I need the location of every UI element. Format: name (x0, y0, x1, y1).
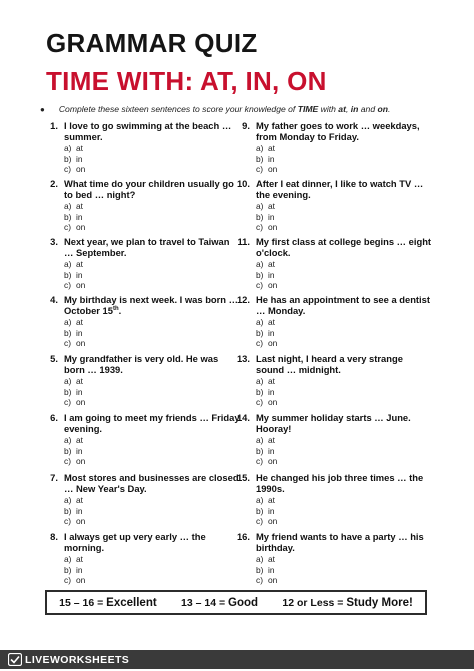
question-stem (232, 473, 432, 494)
option-letter: c) (256, 338, 263, 349)
question-number: 15. (236, 472, 250, 483)
option-letter: c) (256, 575, 263, 586)
option-letter: b) (256, 327, 264, 338)
answer-options (64, 143, 240, 175)
option-word: at (268, 435, 275, 445)
option-in[interactable] (256, 506, 432, 517)
option-in[interactable] (64, 212, 240, 223)
option-word: at (76, 317, 83, 327)
question-text: Next year, we plan to travel to Taiwan … September. (64, 236, 230, 258)
option-letter: c) (256, 280, 263, 291)
question-number: 2. (50, 178, 58, 189)
option-at[interactable] (64, 143, 240, 154)
option-letter: a) (64, 554, 72, 564)
option-on[interactable] (64, 164, 240, 175)
option-letter: b) (256, 564, 264, 575)
option-word: on (268, 397, 278, 408)
option-letter: a) (64, 201, 72, 211)
option-word: in (268, 505, 275, 516)
option-on[interactable] (256, 575, 432, 586)
option-in[interactable] (64, 446, 240, 457)
option-letter: c) (256, 516, 263, 527)
option-word: in (268, 327, 275, 338)
option-word: at (76, 259, 83, 269)
quiz-title: GRAMMAR QUIZ (46, 28, 258, 58)
instructions-part3: and (358, 104, 378, 114)
option-letter: b) (64, 445, 72, 456)
option-word: on (268, 164, 278, 175)
option-at[interactable] (64, 495, 240, 506)
option-in[interactable] (64, 506, 240, 517)
score-range-3: 12 or Less = (282, 596, 347, 609)
option-on[interactable] (64, 516, 240, 527)
option-on[interactable] (256, 338, 432, 349)
bullet-icon: ● (40, 105, 45, 114)
answer-options (64, 376, 240, 408)
question-stem (40, 295, 240, 316)
question-stem (40, 179, 240, 200)
question-stem (232, 413, 432, 434)
question-4 (40, 295, 240, 349)
option-in[interactable] (256, 328, 432, 339)
option-word: on (76, 575, 86, 586)
option-letter: a) (256, 143, 264, 153)
option-letter: a) (64, 317, 72, 327)
question-text: My father goes to work … weekdays, from Monday to Friday. (256, 120, 420, 142)
score-range-1: 15 – 16 = (59, 596, 107, 609)
question-text: Most stores and businesses are closed … New Year's Day. (64, 472, 239, 494)
option-word: in (76, 445, 83, 456)
answer-options (64, 259, 240, 291)
option-word: on (76, 222, 86, 233)
question-text: After I eat dinner, I like to watch TV … the evening. (256, 178, 424, 200)
question-text: He has an appointment to see a dentist … Monday. (256, 294, 430, 316)
question-number: 3. (50, 236, 58, 247)
option-at[interactable] (64, 259, 240, 270)
question-text: I love to go swimming at the beach … summer. (64, 120, 232, 142)
question-stem (232, 532, 432, 553)
question-stem (232, 237, 432, 258)
option-word: at (268, 376, 275, 386)
option-word: in (76, 153, 83, 164)
option-in[interactable] (256, 212, 432, 223)
option-in[interactable] (64, 387, 240, 398)
option-word: on (268, 280, 278, 291)
option-letter: c) (256, 456, 263, 467)
answer-options (256, 201, 432, 233)
question-stem (232, 179, 432, 200)
option-letter: c) (64, 456, 71, 467)
option-letter: c) (256, 164, 263, 175)
answer-options (256, 259, 432, 291)
question-text: My grandfather is very old. He was born … 1939. (64, 353, 219, 375)
question-number: 7. (50, 472, 58, 483)
liveworksheets-logo-icon (8, 653, 22, 666)
option-word: on (268, 456, 278, 467)
option-letter: b) (64, 564, 72, 575)
option-in[interactable] (64, 154, 240, 165)
question-7 (40, 473, 240, 527)
option-letter: b) (64, 327, 72, 338)
option-in[interactable] (256, 565, 432, 576)
question-stem (232, 121, 432, 142)
question-number: 1. (50, 120, 58, 131)
option-word: at (268, 554, 275, 564)
question-text: I am going to meet my friends … Friday evening. (64, 412, 240, 434)
option-in[interactable] (64, 328, 240, 339)
option-at[interactable] (64, 317, 240, 328)
option-letter: b) (256, 445, 264, 456)
option-word: on (76, 516, 86, 527)
option-letter: b) (256, 505, 264, 516)
option-letter: b) (256, 211, 264, 222)
option-at[interactable] (256, 495, 432, 506)
option-word: at (268, 259, 275, 269)
option-word: in (268, 386, 275, 397)
ordinal-suffix: th (112, 305, 119, 312)
option-word: in (76, 505, 83, 516)
option-word: at (268, 495, 275, 505)
question-number: 14. (236, 412, 250, 423)
footer-brand: LIVEWORKSHEETS (25, 653, 130, 666)
question-text-end: . (118, 304, 122, 316)
answer-options (64, 317, 240, 349)
option-word: in (76, 211, 83, 222)
option-letter: b) (64, 153, 72, 164)
question-text: What time do your children usually go to bed … night? (64, 178, 234, 200)
question-stem (40, 413, 240, 434)
option-on[interactable] (64, 397, 240, 408)
option-word: at (76, 376, 83, 386)
option-on[interactable] (64, 338, 240, 349)
answer-options (64, 495, 240, 527)
question-14 (232, 413, 432, 467)
answer-options (256, 317, 432, 349)
question-16 (232, 532, 432, 586)
score-legend (45, 590, 427, 615)
question-stem (40, 237, 240, 258)
option-on[interactable] (256, 516, 432, 527)
option-word: on (76, 456, 86, 467)
option-on[interactable] (64, 280, 240, 291)
answer-options (64, 435, 240, 467)
quiz-subtitle: TIME WITH: AT, IN, ON (46, 66, 327, 96)
option-word: at (76, 495, 83, 505)
option-word: on (268, 575, 278, 586)
option-letter: c) (64, 397, 71, 408)
question-stem (40, 121, 240, 142)
option-word: in (76, 564, 83, 575)
question-10 (232, 179, 432, 233)
question-6 (40, 413, 240, 467)
footer-bar (0, 650, 474, 669)
option-word: in (268, 445, 275, 456)
option-at[interactable] (64, 201, 240, 212)
answer-options (256, 376, 432, 408)
answer-options (64, 554, 240, 586)
option-word: at (268, 317, 275, 327)
option-word: in (76, 386, 83, 397)
option-letter: a) (64, 259, 72, 269)
question-stem (40, 532, 240, 553)
option-on[interactable] (256, 397, 432, 408)
question-3 (40, 237, 240, 291)
option-letter: c) (64, 280, 71, 291)
option-word: at (76, 201, 83, 211)
question-text: My summer holiday starts … June. Hooray! (256, 412, 411, 434)
option-word: on (268, 338, 278, 349)
option-at[interactable] (64, 554, 240, 565)
option-letter: a) (256, 201, 264, 211)
instructions-keyword-at: at (338, 104, 346, 114)
question-5 (40, 354, 240, 408)
option-at[interactable] (256, 554, 432, 565)
option-at[interactable] (256, 317, 432, 328)
option-letter: b) (64, 505, 72, 516)
question-11 (232, 237, 432, 291)
instructions-part1: Complete these sixteen sentences to score your knowledge of (58, 104, 298, 114)
question-12 (232, 295, 432, 349)
option-on[interactable] (64, 575, 240, 586)
question-1 (40, 121, 240, 175)
option-letter: a) (64, 435, 72, 445)
option-letter: a) (64, 495, 72, 505)
option-letter: c) (64, 222, 71, 233)
option-on[interactable] (64, 222, 240, 233)
instructions-part2: with (318, 104, 339, 114)
score-result-2: Good (228, 596, 259, 609)
option-word: on (268, 222, 278, 233)
instructions-separator: , (345, 104, 351, 114)
answer-options (256, 143, 432, 175)
answer-options (256, 435, 432, 467)
option-word: in (76, 327, 83, 338)
option-at[interactable] (256, 259, 432, 270)
option-word: at (268, 143, 275, 153)
question-number: 8. (50, 531, 58, 542)
option-word: in (76, 269, 83, 280)
question-stem (40, 354, 240, 375)
question-number: 16. (236, 531, 250, 542)
question-8 (40, 532, 240, 586)
score-range-2: 13 – 14 = (181, 596, 229, 609)
option-letter: b) (64, 386, 72, 397)
option-at[interactable] (256, 201, 432, 212)
option-word: at (76, 435, 83, 445)
question-text: Last night, I heard a very strange sound … midnight. (256, 353, 403, 375)
question-2 (40, 179, 240, 233)
option-word: in (268, 269, 275, 280)
score-good (181, 597, 258, 609)
question-text: I always get up very early … the morning. (64, 531, 206, 553)
option-on[interactable] (256, 222, 432, 233)
option-word: at (76, 554, 83, 564)
instructions (40, 104, 460, 114)
question-number: 10. (236, 178, 250, 189)
option-letter: c) (64, 516, 71, 527)
question-stem (232, 354, 432, 375)
instructions-keyword-on: on (377, 104, 388, 114)
option-letter: a) (64, 376, 72, 386)
question-9 (232, 121, 432, 175)
option-at[interactable] (64, 376, 240, 387)
question-number: 5. (50, 353, 58, 364)
option-letter: b) (256, 269, 264, 280)
option-on[interactable] (256, 164, 432, 175)
option-letter: b) (64, 211, 72, 222)
option-in[interactable] (256, 446, 432, 457)
option-word: at (76, 143, 83, 153)
question-text: My friend wants to have a party … his birthday. (256, 531, 424, 553)
question-number: 11. (237, 236, 250, 247)
option-on[interactable] (256, 456, 432, 467)
option-letter: c) (64, 338, 71, 349)
option-at[interactable] (256, 435, 432, 446)
option-in[interactable] (64, 270, 240, 281)
option-letter: b) (256, 386, 264, 397)
score-excellent (59, 597, 157, 609)
answer-options (256, 554, 432, 586)
instructions-keyword-time: TIME (297, 104, 319, 114)
option-in[interactable] (256, 270, 432, 281)
option-letter: a) (256, 317, 264, 327)
option-at[interactable] (256, 376, 432, 387)
question-number: 6. (50, 412, 58, 423)
question-number: 9. (242, 120, 250, 131)
question-15 (232, 473, 432, 527)
question-text-main: My birthday is next week. I was born … October 15 (64, 294, 239, 316)
instructions-part4: . (388, 104, 391, 114)
option-on[interactable] (256, 280, 432, 291)
option-at[interactable] (64, 435, 240, 446)
answer-options (256, 495, 432, 527)
option-in[interactable] (256, 387, 432, 398)
option-word: on (76, 338, 86, 349)
option-at[interactable] (256, 143, 432, 154)
option-word: in (268, 153, 275, 164)
instructions-keyword-in: in (350, 104, 359, 114)
option-letter: a) (256, 554, 264, 564)
question-stem (40, 473, 240, 494)
question-13 (232, 354, 432, 408)
option-letter: a) (256, 376, 264, 386)
option-letter: a) (256, 495, 264, 505)
option-letter: c) (64, 164, 71, 175)
option-word: on (76, 164, 86, 175)
option-word: at (268, 201, 275, 211)
question-text (64, 295, 240, 316)
option-letter: b) (64, 269, 72, 280)
option-word: in (268, 564, 275, 575)
option-word: on (268, 516, 278, 527)
option-word: on (76, 280, 86, 291)
score-result-1: Excellent (106, 596, 157, 609)
option-letter: c) (256, 397, 263, 408)
score-result-3: Study More! (346, 596, 413, 609)
option-in[interactable] (256, 154, 432, 165)
question-number: 12. (236, 294, 250, 305)
question-text: He changed his job three times … the 1990s. (256, 472, 424, 494)
option-letter: a) (256, 259, 264, 269)
question-number: 13. (236, 353, 250, 364)
question-number: 4. (50, 294, 58, 305)
answer-options (64, 201, 240, 233)
question-stem (232, 295, 432, 316)
option-letter: a) (64, 143, 72, 153)
option-letter: a) (256, 435, 264, 445)
question-text: My first class at college begins … eight o'clock. (256, 236, 432, 258)
option-letter: c) (64, 575, 71, 586)
option-letter: b) (256, 153, 264, 164)
option-letter: c) (256, 222, 263, 233)
score-study-more (282, 597, 412, 609)
option-word: in (268, 211, 275, 222)
option-on[interactable] (64, 456, 240, 467)
option-word: on (76, 397, 86, 408)
option-in[interactable] (64, 565, 240, 576)
